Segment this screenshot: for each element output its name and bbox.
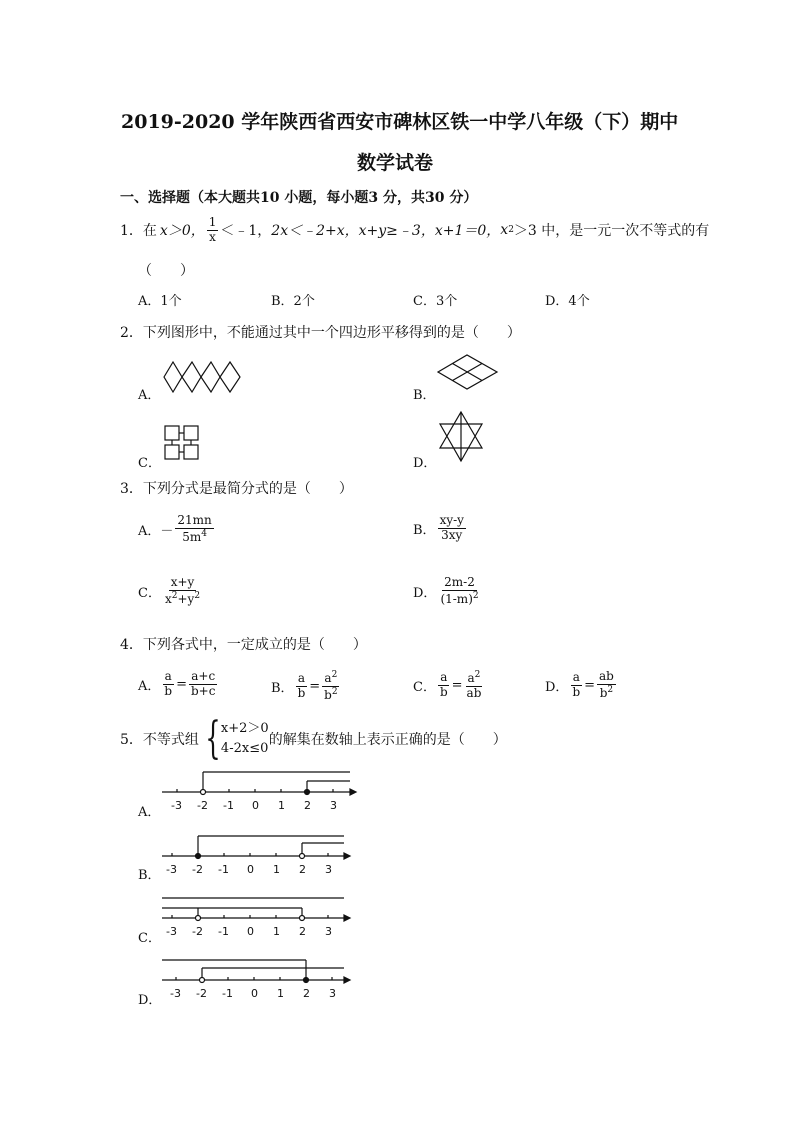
inequality-system: x+2＞0 4-2x≤0	[220, 720, 269, 756]
page-title-line1: 2019-2020 学年陕西省西安市碑林区铁一中学八年级（下）期中	[121, 111, 679, 133]
q1-expr-6-exp: 2	[508, 225, 514, 236]
q2-label-a: A．	[138, 388, 161, 403]
question-2-stem: 2．下列图形中，不能通过其中一个四边形平移得到的是（ ）	[120, 325, 521, 341]
tick-label: 3	[330, 799, 337, 812]
tick-label: 3	[325, 863, 332, 876]
q3-b-fraction: $\frac{xy-y}{3xy}$	[439, 513, 464, 542]
tick-label: -2	[192, 925, 203, 938]
q1-option-d: D．4个	[545, 294, 590, 309]
system-brace: {	[205, 713, 221, 764]
page-title-line2: 数学试卷	[357, 152, 434, 174]
tick-label: 1	[273, 925, 280, 938]
q1-expr-2: ＜﹣1，	[220, 223, 272, 240]
q4-option-b: B． $\frac{a}{b}$ = $\frac{a^2}{b^2}$	[271, 670, 338, 702]
tick-label: 2	[303, 987, 310, 1000]
section-heading: 一、选择题（本大题共10 小题，每小题3 分，共30 分）	[120, 190, 478, 206]
q2-label-d: D．	[413, 456, 437, 471]
q1-option-c: C．3个	[413, 294, 458, 309]
tick-label: -1	[222, 987, 233, 1000]
tick-label: -2	[197, 799, 208, 812]
q5-label-c: C．	[138, 931, 161, 946]
q1-expr-4: x+y≥﹣3，	[358, 223, 435, 240]
tick-label: -2	[192, 863, 203, 876]
q1-prefix: 在	[142, 223, 157, 240]
tick-label: 3	[329, 987, 336, 1000]
q5-number-line-a	[160, 768, 360, 818]
question-4-stem: 4．下列各式中，一定成立的是（ ）	[120, 637, 367, 653]
tick-label: -1	[218, 925, 229, 938]
rhombus-shape	[164, 362, 182, 392]
q3-option-d: D． $\frac{2m-2}{(1-m)^2}$	[413, 575, 479, 606]
question-3-stem: 3．下列分式是最简分式的是（ ）	[120, 481, 353, 497]
tick-label: -3	[166, 863, 177, 876]
q1-option-a: A．1个	[138, 294, 182, 309]
q2-figure-a	[163, 360, 243, 394]
tick-label: 0	[247, 925, 254, 938]
tick-label: -3	[170, 987, 181, 1000]
q3-option-b: B． $\frac{xy-y}{3xy}$	[413, 513, 464, 542]
q3-c-fraction: $\frac{x+y}{x^2+y^2}$	[164, 575, 201, 606]
tick-label: 3	[325, 925, 332, 938]
q1-expr-1: x＞0，	[159, 223, 205, 240]
q1-expr-6-rest: ＞3 中，是一元一次不等式的有	[513, 223, 710, 240]
tick-label: -1	[218, 863, 229, 876]
q4-option-a: A． $\frac{a}{b}$ = $\frac{a+c}{b+c}$	[138, 669, 216, 698]
q1-expr-5: x+1＝0，	[434, 223, 501, 240]
tick-label: 1	[273, 863, 280, 876]
tick-label: -2	[196, 987, 207, 1000]
question-1-stem	[120, 216, 709, 245]
q5-label-a: A．	[138, 805, 161, 820]
q2-figure-c	[162, 423, 204, 465]
q1-fraction: $\frac{1}{x}$	[208, 215, 217, 244]
q5-label-b: B．	[138, 868, 161, 883]
tick-label: 0	[252, 799, 259, 812]
q1-answer-paren: （ ）	[138, 263, 194, 279]
q4-option-d: D． $\frac{a}{b}$ = $\frac{ab}{b^2}$	[545, 669, 614, 700]
rhombus-shape	[220, 362, 240, 392]
q1-expr-6-base: x	[500, 222, 509, 239]
tick-label: 2	[304, 799, 311, 812]
q5-number-line-d	[160, 956, 360, 1006]
tick-label: 1	[278, 799, 285, 812]
q5-number-line-c	[160, 894, 360, 944]
q2-figure-d	[436, 410, 486, 464]
q1-option-b: B．2个	[271, 294, 315, 309]
tick-label: -3	[171, 799, 182, 812]
tick-label: 1	[277, 987, 284, 1000]
q2-figure-b	[437, 354, 499, 390]
rhombus-shape	[201, 362, 220, 392]
q3-option-c: C． $\frac{x+y}{x^2+y^2}$	[138, 575, 201, 606]
rhombus-shape	[182, 362, 201, 392]
q1-number: 1．	[120, 223, 143, 240]
q5-label-d: D．	[138, 993, 162, 1008]
q4-option-c: C． $\frac{a}{b}$ = $\frac{a^2}{ab}$	[413, 670, 482, 700]
tick-label: 0	[247, 863, 254, 876]
tick-label: 2	[299, 863, 306, 876]
question-5-stem: 5．不等式组 { x+2＞0 4-2x≤0 的解集在数轴上表示正确的是（ ）	[120, 713, 507, 764]
q1-expr-3: 2x＜﹣2+x，	[271, 223, 359, 240]
tick-label: -1	[223, 799, 234, 812]
tick-label: 0	[251, 987, 258, 1000]
q3-d-fraction: $\frac{2m-2}{(1-m)^2}$	[440, 575, 479, 606]
q3-option-a: A． － $\frac{21mn}{5m^4}$	[138, 513, 212, 544]
tick-label: -3	[166, 925, 177, 938]
q5-number-line-b	[160, 832, 360, 882]
q2-label-b: B．	[413, 388, 436, 403]
tick-label: 2	[299, 925, 306, 938]
q3-a-fraction: $\frac{21mn}{5m^4}$	[177, 513, 212, 544]
q2-label-c: C．	[138, 456, 161, 471]
